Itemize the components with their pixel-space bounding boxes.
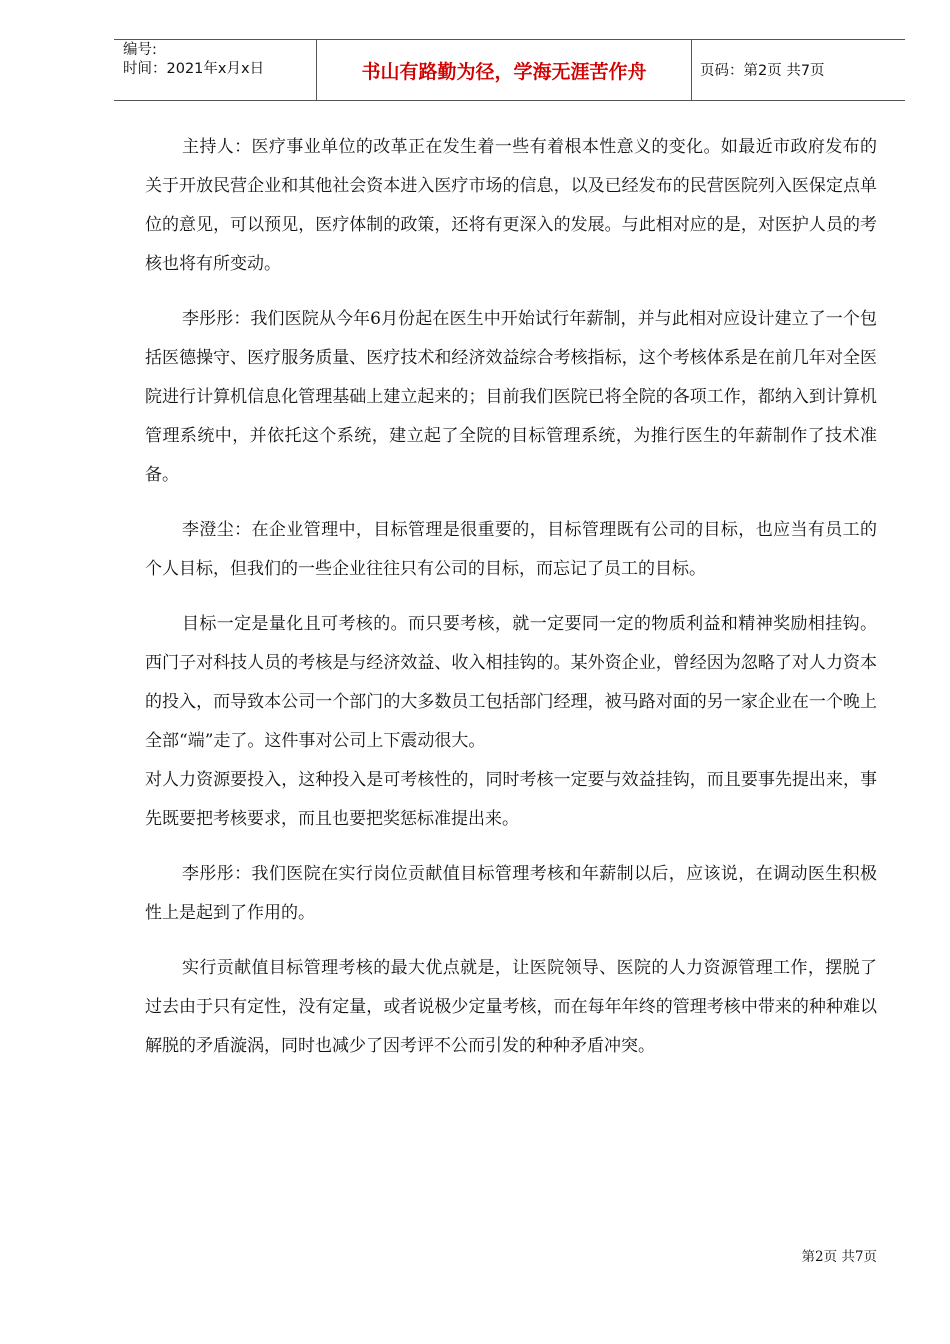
- page-header: [114, 39, 905, 101]
- header-motto: 书山有路勤为径，学海无涯苦作舟: [361, 61, 647, 83]
- document-number-label: 编号:: [123, 42, 157, 58]
- paragraph-host-intro: 主持人：医疗事业单位的改革正在发生着一些有着根本性意义的变化。如最近市政府发布的关于开放民营企业和其他社会资本进入医疗市场的信息，以及已经发布的民营医院列入医保定点单位的意见，可以预见，医疗体制的政策，还将有更深入的发展。与此相对应的是，对医护人员的考核也将有所变动。: [145, 137, 877, 274]
- paragraph-li-tongtong-2: 李彤彤：我们医院在实行岗位贡献值目标管理考核和年薪制以后，应该说，在调动医生积极性上是起到了作用的。: [145, 864, 877, 923]
- paragraph-target-quantified: 目标一定是量化且可考核的。而只要考核，就一定要同一定的物质利益和精神奖励相挂钩。西门子对科技人员的考核是与经济效益、收入相挂钩的。某外资企业，曾经因为忽略了对人力资本的投入，而导致本公司一个部门的大多数员工包括部门经理，被马路对面的另一家企业在一个晚上全部“端”走了。这件事对公司上下震动很大。: [145, 614, 877, 751]
- header-meta-cell: [114, 40, 317, 100]
- header-page-cell: [692, 40, 905, 100]
- header-motto-cell: [317, 40, 692, 100]
- paragraph-li-chengchen: 李澄尘：在企业管理中，目标管理是很重要的，目标管理既有公司的目标，也应当有员工的个人目标，但我们的一些企业往往只有公司的目标，而忘记了员工的目标。: [145, 520, 877, 579]
- page-footer-number: 第2页 共7页: [801, 1249, 877, 1265]
- paragraph-li-tongtong-1: 李彤彤：我们医院从今年6月份起在医生中开始试行年薪制，并与此相对应设计建立了一个包括医德操守、医疗服务质量、医疗技术和经济效益综合考核指标，这个考核体系是在前几年对全医院进行计算机信息化管理基础上建立起来的；目前我们医院已将全院的各项工作，都纳入到计算机管理系统中，并依托这个系统，建立起了全院的目标管理系统，为推行医生的年薪制作了技术准备。: [145, 309, 877, 485]
- paragraph-contribution-advantages: 实行贡献值目标管理考核的最大优点就是，让医院领导、医院的人力资源管理工作，摆脱了过去由于只有定性，没有定量，或者说极少定量考核，而在每年年终的管理考核中带来的种种难以解脱的矛盾漩涡，同时也减少了因考评不公而引发的种种矛盾冲突。: [145, 958, 877, 1056]
- document-body: [145, 128, 877, 1066]
- document-date-label: 时间：2021年x月x日: [123, 61, 265, 77]
- paragraph-hr-investment: 对人力资源要投入，这种投入是可考核性的，同时考核一定要与效益挂钩，而且要事先提出来，事先既要把考核要求，而且也要把奖惩标准提出来。: [145, 770, 877, 829]
- header-page-number: 页码：第2页 共7页: [700, 63, 825, 79]
